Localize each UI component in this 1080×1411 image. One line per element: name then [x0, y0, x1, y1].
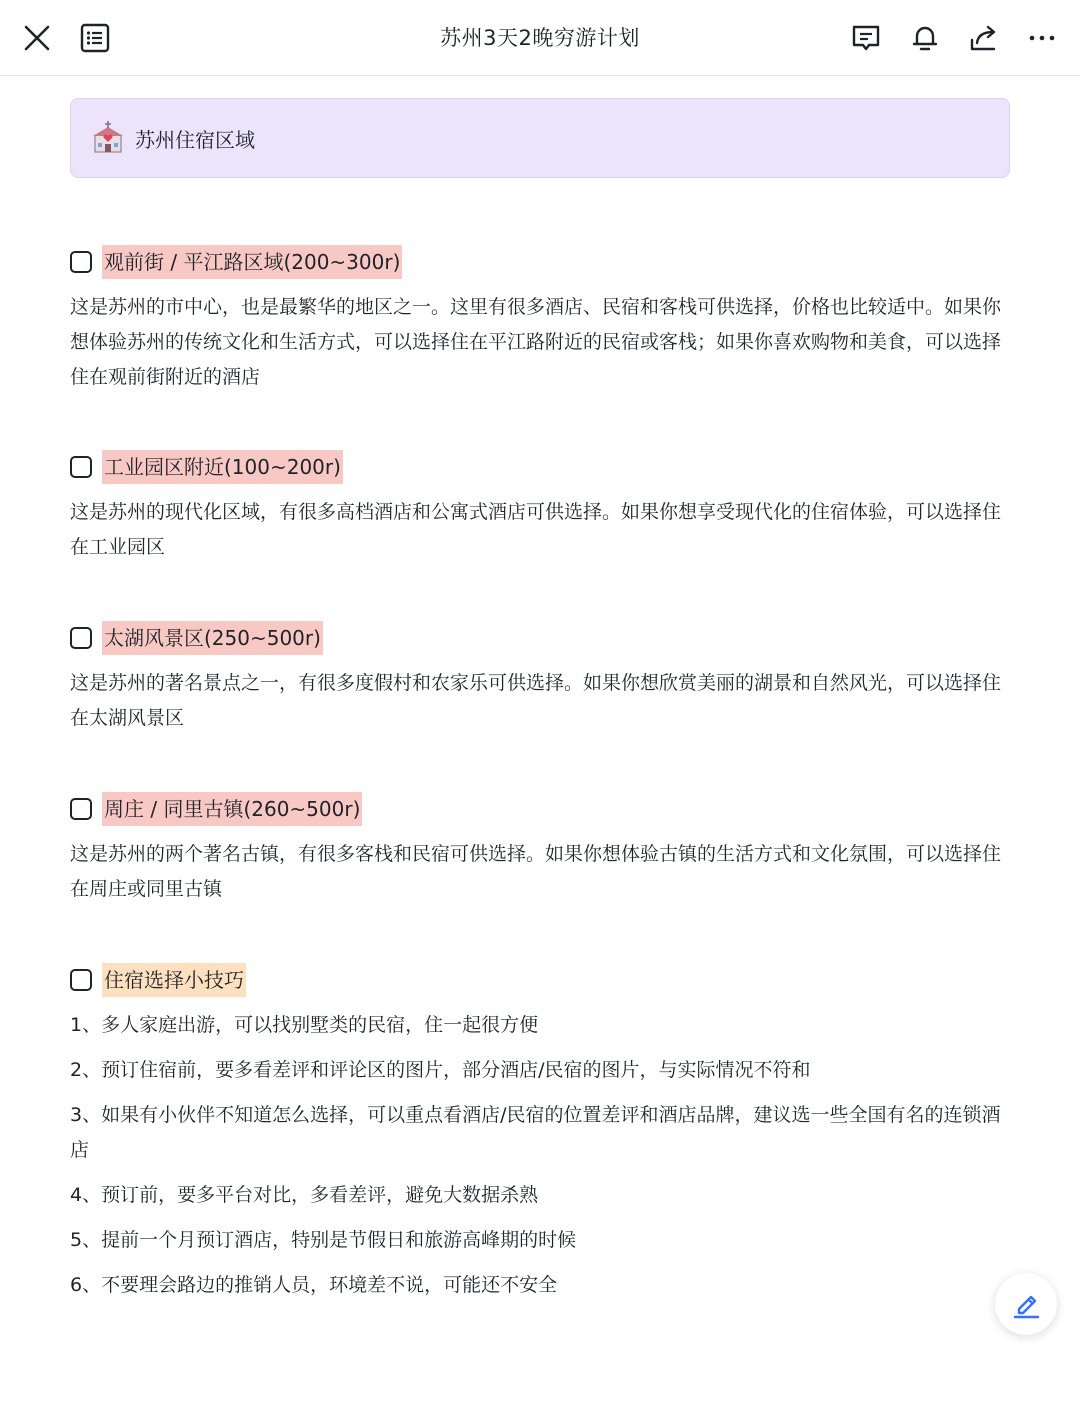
tip-item: 4、预订前，要多平台对比，多看差评，避免大数据杀熟: [70, 1184, 539, 1206]
tip-item: 2、预订住宿前，要多看差评和评论区的图片，部分酒店/民宿的图片，与实际情况不符和: [70, 1059, 811, 1081]
section-body: 这是苏州的著名景点之一，有很多度假村和农家乐可供选择。如果你想欣赏美丽的湖景和自然风光，可以选择住在太湖风景区: [70, 672, 1002, 729]
section-guanqianjie: [70, 244, 1010, 395]
bell-icon[interactable]: [905, 18, 945, 58]
document-body: [70, 98, 1010, 1296]
tip-item: 6、不要理会路边的推销人员，环境差不说，可能还不安全: [70, 1274, 558, 1296]
comment-icon[interactable]: [846, 18, 886, 58]
section-tips: [70, 962, 1010, 1313]
todo-checkbox[interactable]: [70, 627, 92, 649]
section-body: 这是苏州的两个著名古镇，有很多客栈和民宿可供选择。如果你想体验古镇的生活方式和文化氛围，可以选择住在周庄或同里古镇: [70, 843, 1002, 900]
section-body: 这是苏州的市中心，也是最繁华的地区之一。这里有很多酒店、民宿和客栈可供选择，价格也比较适中。如果你想体验苏州的传统文化和生活方式，可以选择住在平江路附近的民宿或客栈；如果你喜欢购物和美食，可以选择住在观前街附近的酒店: [70, 296, 1002, 388]
todo-checkbox[interactable]: [70, 969, 92, 991]
callout-block: [70, 98, 1010, 178]
page-title: 苏州3天2晚穷游计划: [440, 26, 640, 50]
section-zhouzhuang-tongli: [70, 791, 1010, 907]
section-body: 这是苏州的现代化区域，有很多高档酒店和公寓式酒店可供选择。如果你想享受现代化的住宿体验，可以选择住在工业园区: [70, 501, 1002, 558]
todo-checkbox[interactable]: [70, 251, 92, 273]
tip-item: 5、提前一个月预订酒店，特别是节假日和旅游高峰期的时候: [70, 1229, 577, 1251]
todo-checkbox[interactable]: [70, 798, 92, 820]
edit-button[interactable]: [995, 1273, 1057, 1335]
more-icon[interactable]: [1022, 18, 1062, 58]
section-heading: 工业园区附近(100~200r): [102, 450, 343, 484]
edit-icon: [1011, 1289, 1041, 1319]
section-industrial-park: [70, 449, 1010, 565]
church-icon: [91, 121, 125, 155]
section-heading: 观前街 / 平江路区域(200~300r): [102, 245, 402, 279]
tip-item: 3、如果有小伙伴不知道怎么选择，可以重点看酒店/民宿的位置差评和酒店品牌，建议选一些全国有名的连锁酒店: [70, 1104, 1001, 1161]
tip-item: 1、多人家庭出游，可以找别墅类的民宿，住一起很方便: [70, 1014, 539, 1036]
close-icon[interactable]: [17, 18, 57, 58]
share-icon[interactable]: [964, 18, 1004, 58]
section-heading: 周庄 / 同里古镇(260~500r): [102, 792, 362, 826]
section-taihu: [70, 620, 1010, 736]
todo-checkbox[interactable]: [70, 456, 92, 478]
section-heading: 住宿选择小技巧: [102, 963, 246, 997]
section-heading: 太湖风景区(250~500r): [102, 621, 323, 655]
callout-text: 苏州住宿区域: [135, 127, 255, 152]
outline-icon[interactable]: [75, 18, 115, 58]
top-bar: [0, 0, 1080, 76]
